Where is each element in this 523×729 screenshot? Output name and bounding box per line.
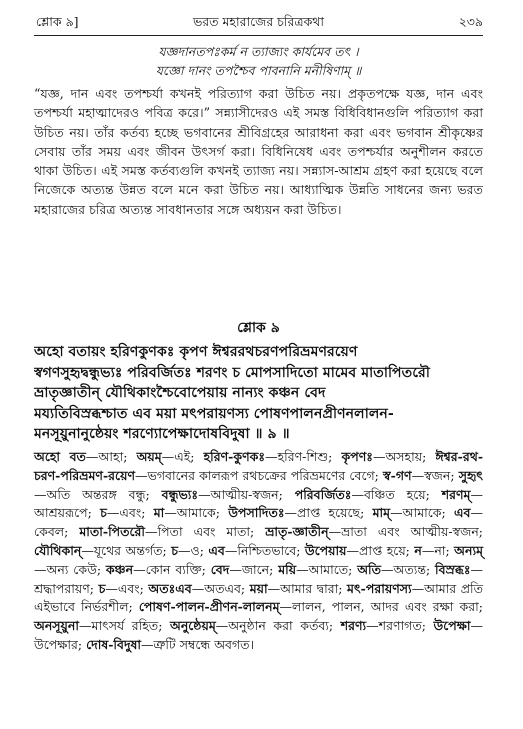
glossary-meaning: —এই; (161, 449, 204, 464)
glossary-meaning: —বঞ্চিত হয়ে; (351, 486, 442, 502)
glossary-meaning: —অনুষ্ঠান করা কর্তব্য; (215, 618, 341, 634)
glossary-meaning: —না; (421, 542, 455, 558)
glossary-term: এব (208, 542, 225, 558)
glossary-term: ঈশ্বর-রথ-চরণ-পরিভ্রমণ-রয়েণ (34, 449, 484, 483)
glossary-term: বিস্রব্ধঃ (435, 561, 471, 577)
glossary-term: অহো বত (34, 449, 86, 464)
sloka-heading: শ্লোক ৯ (237, 320, 280, 336)
sloka-line: ভ্রাতৃজ্ঞাতীন্‌ যৌথিকাংশ্চৈবোপেয়ায় নান্যং কঞ্চন বেদ (34, 385, 326, 401)
glossary-term: ময়ি (278, 561, 297, 577)
glossary-meaning: —অত্যন্ত; (381, 561, 436, 577)
glossary-term: চ (100, 505, 107, 521)
sloka-line: মনসূয়ুনানুষ্ঠেয়ং শরণ্যোপেক্ষাদোষবিদুষা ॥ ৯ ॥ (34, 426, 290, 442)
glossary-term: যৌথিকান্‌ (34, 542, 82, 558)
glossary-meaning: —আমাকে; (390, 505, 455, 521)
glossary-meaning: —ও; (178, 542, 209, 558)
glossary-meaning: —কোন ব্যক্তি; (133, 561, 211, 577)
glossary-meaning: —মাৎসর্য রহিত; (79, 618, 170, 634)
glossary-term: ভ্রাতৃ-জ্ঞাতীন্‌ (265, 524, 329, 540)
glossary-meaning: —এবং; (105, 580, 149, 596)
glossary-term: অতি (357, 561, 382, 577)
glossary-meaning: —উপেক্ষার; (34, 618, 483, 652)
sloka-text (34, 342, 483, 445)
glossary-term: অনসূয়ুনা (34, 618, 79, 634)
glossary-meaning: —প্রাপ্ত হয়েছে; (284, 505, 373, 521)
glossary-meaning: —যূথের অন্তর্গত; (81, 542, 172, 558)
glossary-meaning: —নিশ্চিতভাবে; (224, 542, 305, 558)
glossary-term: ময়া (249, 580, 268, 596)
glossary-meaning: —আমার প্রতি এইভাবে নির্ভরশীল; (34, 580, 483, 615)
glossary-term: মৎ-পরায়ণস্য (347, 580, 412, 596)
glossary-term: বন্ধুভ্যঃ (161, 486, 199, 502)
page-number: ২৩৯ (458, 14, 483, 29)
sloka-line: অহো বতায়ং হরিণকুণকঃ কৃপণ ঈশ্বররথচরণপরিভ্রমণরয়েণ (34, 344, 358, 360)
glossary-term: এব (454, 505, 471, 521)
glossary-term: অন্যম্‌ (454, 542, 484, 558)
sloka-line: স্বগণসুহৃদ্বন্ধুভ্যঃ পরিবর্জিতঃ শরণং চ মোপসাদিতো মামেব মাতাপিতরৌ (34, 364, 430, 381)
quoted-verse (34, 42, 483, 80)
glossary-term: অয়ম্‌ (136, 449, 162, 464)
glossary-term: কঞ্চন (105, 561, 134, 577)
quoted-verse-line: যজ্ঞদানতপঃকর্ম ন ত্যাজ্যং কার্যমেব তৎ । (158, 44, 359, 59)
header-chapter-ref: শ্লোক ৯] (36, 14, 79, 29)
glossary-meaning: —প্রাপ্ত হয়ে; (346, 542, 415, 558)
glossary-meaning: —লালন, পালন, আদর এবং রক্ষা করা; (279, 599, 483, 615)
header-title: ভরত মহারাজের চরিত্রকথা (192, 14, 325, 29)
glossary-term: দোষ-বিদুষা (86, 636, 142, 652)
glossary-meaning: —আমাতে; (296, 561, 358, 577)
glossary-meaning: —স্বজন; (411, 467, 459, 483)
glossary-meaning: —শরণাগত; (366, 618, 434, 634)
glossary-term: উপেক্ষা (433, 618, 471, 634)
glossary-meaning: —অসহায়; (372, 449, 436, 464)
glossary-meaning: —কেবল; (34, 505, 483, 540)
glossary-term: অতঃএব (148, 580, 192, 596)
glossary-meaning: —ত্রুটি সম্বন্ধে অবগত। (141, 636, 255, 652)
glossary-meaning: —আহা; (85, 449, 137, 464)
glossary-term: শরণম্‌ (441, 486, 471, 502)
glossary-meaning: —এবং; (106, 505, 154, 521)
sloka-line: ময্যতিবিস্রব্ধশ্চাত এব ময়া মৎপরায়ণস্য পোষণপালনপ্রীণনলালন- (34, 405, 394, 422)
purport-paragraph: “যজ্ঞ, দান এবং তপশ্চর্যা কখনই পরিত্যাগ করা উচিত নয়। প্রকৃতপক্ষে যজ্ঞ, দান এবং তপশ্চর্যা মহাত্মাদেরও পবিত্র করে।” সন্ন্যাসীদেরও এই সমস্ত বিধিবিধানগুলি পরিত্যাগ করা উচিত নয়। তাঁর কর্তব্য হচ্ছে ভগবানের শ্রীবিগ্রহের আরাধনা করা এবং ভগবান শ্রীকৃষ্ণের সেবায় তাঁর সময় এবং জীবন উৎসর্গ করা। বিধিনিষেধ এবং তপশ্চর্যার অনুশীলন করতে থাকা উচিত। এই সমস্ত কর্তব্যগুলি কখনই ত্যাজ্য নয়। সন্ন্যাস-আশ্রম গ্রহণ করা হয়েছে বলে নিজেকে অত্যন্ত উন্নত বলে মনে করা উচিত নয়। আধ্যাত্মিক উন্নতি সাধনের জন্য ভরত মহারাজের চরিত্র অত্যন্ত সাবধানতার সঙ্গে অধ্যয়ন করা উচিত। (34, 86, 483, 217)
glossary-meaning: —অতি অন্তরঙ্গ বন্ধু; (34, 486, 162, 502)
glossary-term: চ (171, 542, 178, 558)
glossary-meaning: —আত্মীয়-স্বজন; (198, 486, 295, 502)
glossary-term: সুহৃৎ (458, 467, 483, 483)
glossary-term: মাতা-পিতরৌ (79, 524, 145, 540)
glossary-term: কৃপণঃ (341, 449, 373, 464)
glossary-meaning: —আমাকে; (164, 505, 229, 521)
page-header (34, 14, 483, 36)
glossary-meaning: —অন্য কেউ; (34, 561, 106, 577)
glossary-meaning: —পিতা এবং মাতা; (145, 524, 266, 540)
glossary-term: পরিবর্জিতঃ (294, 486, 352, 502)
glossary-term: অনুষ্ঠেয়ম্‌ (170, 618, 216, 634)
glossary-term: উপসাদিতঃ (228, 505, 285, 521)
glossary-meaning: —শ্রদ্ধাপরায়ণ; (34, 561, 483, 596)
quoted-verse-line: যজ্ঞো দানং তপশ্চৈব পাবনানি মনীষিণাম্‌ ॥ (155, 63, 362, 78)
glossary-term: মা (153, 505, 165, 521)
glossary-meaning: —জানে; (229, 561, 279, 577)
glossary-term: বেদ (210, 561, 230, 577)
glossary-meaning: —ভ্রাতা এবং আত্মীয়-স্বজন; (328, 524, 484, 540)
glossary-term: ন (414, 542, 422, 558)
glossary-meaning: —আমার দ্বারা; (267, 580, 348, 596)
glossary-meaning: —অতএব; (191, 580, 250, 596)
glossary-term: স্ব-গণ (383, 467, 412, 483)
glossary-term: মাম্‌ (372, 505, 391, 521)
glossary-term: পোষণ-পালন-প্রীণন-লালনম্‌ (138, 599, 280, 615)
glossary-term: শরণ্য (340, 618, 367, 634)
glossary-term: হরিণ-কুণকঃ (203, 449, 266, 464)
glossary-meaning: —হরিণ-শিশু; (265, 449, 342, 464)
glossary-term: চ (98, 580, 106, 596)
glossary-term: উপেয়ায় (304, 542, 347, 558)
word-for-word-glossary (34, 448, 483, 655)
glossary-meaning: —ভগবানের কালরূপ রথচক্রের পরিভ্রমণের বেগে; (135, 467, 384, 483)
header-rule (34, 35, 483, 36)
glossary-meaning: —আশ্রয়রূপে; (34, 486, 483, 521)
